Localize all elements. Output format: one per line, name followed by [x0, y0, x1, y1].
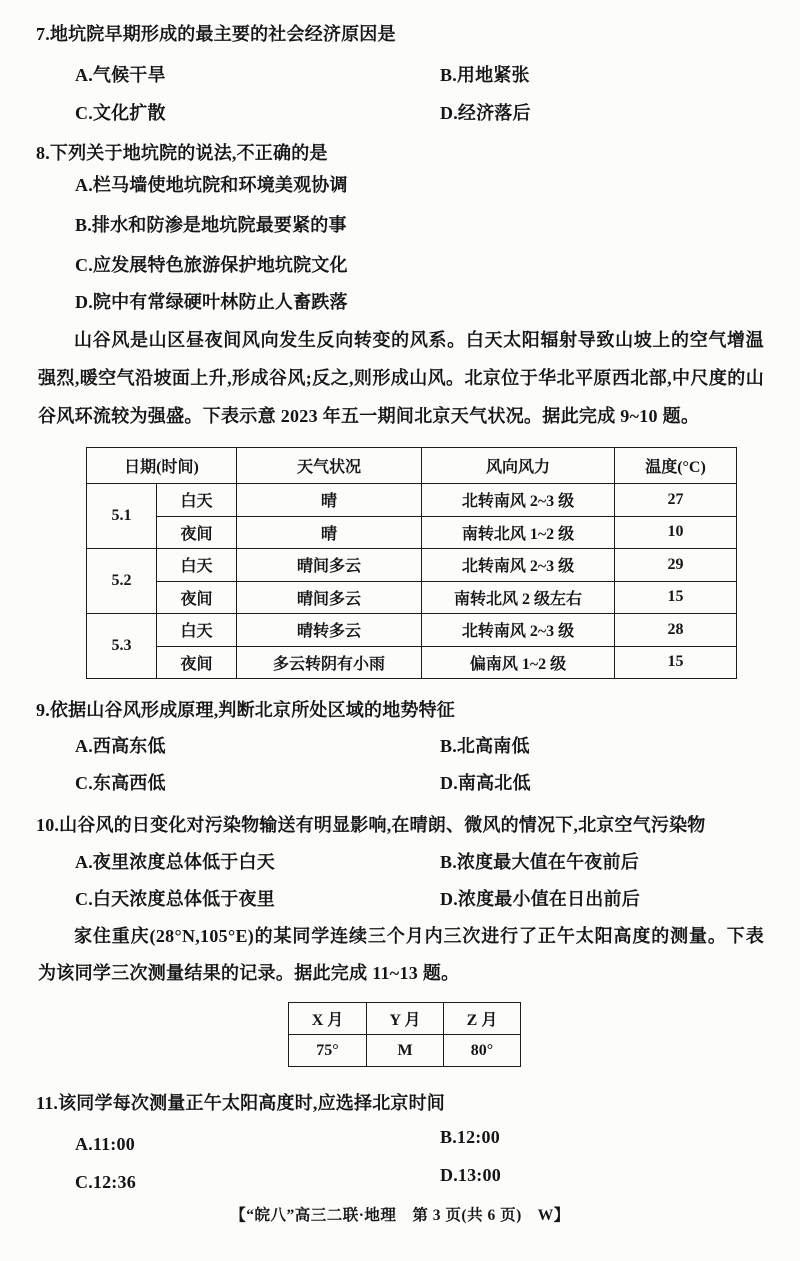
- date-cell: 5.3: [87, 614, 157, 679]
- weather-cell: 晴间多云: [237, 581, 422, 614]
- table-row: [87, 581, 737, 614]
- question-7-options-row-2: [0, 104, 800, 128]
- weather-cell: 晴间多云: [237, 549, 422, 582]
- measurement-table-header-row: [289, 1003, 521, 1035]
- header-weather: 天气状况: [237, 448, 422, 484]
- question-8-stem: 8.下列关于地坑院的说法,不正确的是: [36, 143, 328, 163]
- date-cell: 5.1: [87, 484, 157, 549]
- weather-table: [86, 447, 737, 679]
- intro-paragraph-sun-altitude: 家住重庆(28°N,105°E)的某同学连续三个月内三次进行了正午太阳高度的测量。下表为该同学三次测量结果的记录。据此完成 11~13 题。: [38, 926, 764, 983]
- value-month-y: M: [367, 1035, 444, 1067]
- page-footer: 【“皖八”高三二联·地理 第 3 页(共 6 页) W】: [230, 1207, 570, 1224]
- date-cell: 5.2: [87, 549, 157, 614]
- wind-cell: 南转北风 1~2 级: [422, 516, 615, 549]
- question-7-options-row-1: [0, 66, 800, 90]
- table-row: [87, 614, 737, 647]
- q9-option-a: A.西高东低: [75, 736, 166, 756]
- q10-option-d: D.浓度最小值在日出前后: [440, 889, 640, 909]
- wind-cell: 北转南风 2~3 级: [422, 484, 615, 517]
- q10-option-c: C.白天浓度总体低于夜里: [75, 889, 275, 909]
- question-9-options-row-1: [0, 737, 800, 761]
- question-11-options-row-1: [0, 1127, 800, 1159]
- header-month-z: Z 月: [444, 1003, 521, 1035]
- q7-option-c: C.文化扩散: [75, 103, 166, 123]
- q10-option-b: B.浓度最大值在午夜前后: [440, 852, 639, 872]
- q7-option-b: B.用地紧张: [440, 65, 530, 85]
- wind-cell: 北转南风 2~3 级: [422, 549, 615, 582]
- time-cell: 夜间: [157, 581, 237, 614]
- table-row: [87, 516, 737, 549]
- question-10-options-row-2: [0, 890, 800, 914]
- time-cell: 夜间: [157, 516, 237, 549]
- weather-table-header-row: [87, 448, 737, 484]
- temp-cell: 15: [615, 646, 737, 679]
- q8-option-b: B.排水和防渗是地坑院最要紧的事: [75, 215, 347, 235]
- question-11-stem: 11.该同学每次测量正午太阳高度时,应选择北京时间: [36, 1093, 446, 1113]
- temp-cell: 27: [615, 484, 737, 517]
- time-cell: 白天: [157, 614, 237, 647]
- q11-option-d: D.13:00: [440, 1165, 501, 1185]
- wind-cell: 南转北风 2 级左右: [422, 581, 615, 614]
- value-month-x: 75°: [289, 1035, 367, 1067]
- header-month-x: X 月: [289, 1003, 367, 1035]
- question-9-stem: 9.依据山谷风形成原理,判断北京所处区域的地势特征: [36, 700, 455, 720]
- q7-option-d: D.经济落后: [440, 103, 531, 123]
- value-month-z: 80°: [444, 1035, 521, 1067]
- q9-option-c: C.东高西低: [75, 773, 166, 793]
- table-row: [289, 1035, 521, 1067]
- table-row: [87, 484, 737, 517]
- measurement-table: [288, 1002, 521, 1067]
- temp-cell: 29: [615, 549, 737, 582]
- table-row: [87, 549, 737, 582]
- q11-option-a: A.11:00: [75, 1134, 135, 1154]
- question-9-options-row-2: [0, 774, 800, 798]
- weather-cell: 多云转阴有小雨: [237, 646, 422, 679]
- q7-option-a: A.气候干旱: [75, 65, 166, 85]
- q8-option-d: D.院中有常绿硬叶林防止人畜跌落: [75, 292, 348, 312]
- weather-cell: 晴: [237, 484, 422, 517]
- time-cell: 夜间: [157, 646, 237, 679]
- temp-cell: 15: [615, 581, 737, 614]
- q8-option-a: A.栏马墙使地坑院和环境美观协调: [75, 175, 348, 195]
- q11-option-b: B.12:00: [440, 1127, 500, 1147]
- question-11-options-row-2: [0, 1165, 800, 1197]
- header-wind: 风向风力: [422, 448, 615, 484]
- time-cell: 白天: [157, 484, 237, 517]
- header-temp: 温度(°C): [615, 448, 737, 484]
- header-month-y: Y 月: [367, 1003, 444, 1035]
- header-date-time: 日期(时间): [87, 448, 237, 484]
- wind-cell: 偏南风 1~2 级: [422, 646, 615, 679]
- q10-option-a: A.夜里浓度总体低于白天: [75, 852, 275, 872]
- q11-option-c: C.12:36: [75, 1172, 136, 1192]
- question-10-options-row-1: [0, 853, 800, 877]
- table-row: [87, 646, 737, 679]
- intro-paragraph-valley-wind: 山谷风是山区昼夜间风向发生反向转变的风系。白天太阳辐射导致山坡上的空气增温强烈,暖空气沿坡面上升,形成谷风;反之,则形成山风。北京位于华北平原西北部,中尺度的山谷风环流较为强盛。下表示意 2023 年五一期间北京天气状况。据此完成 9~10 题。: [38, 330, 764, 426]
- temp-cell: 28: [615, 614, 737, 647]
- weather-cell: 晴: [237, 516, 422, 549]
- wind-cell: 北转南风 2~3 级: [422, 614, 615, 647]
- q9-option-b: B.北高南低: [440, 736, 530, 756]
- q8-option-c: C.应发展特色旅游保护地坑院文化: [75, 255, 348, 275]
- question-10-stem: 10.山谷风的日变化对污染物输送有明显影响,在晴朗、微风的情况下,北京空气污染物: [36, 815, 706, 835]
- temp-cell: 10: [615, 516, 737, 549]
- q9-option-d: D.南高北低: [440, 773, 531, 793]
- question-7-stem: 7.地坑院早期形成的最主要的社会经济原因是: [36, 24, 396, 44]
- weather-cell: 晴转多云: [237, 614, 422, 647]
- time-cell: 白天: [157, 549, 237, 582]
